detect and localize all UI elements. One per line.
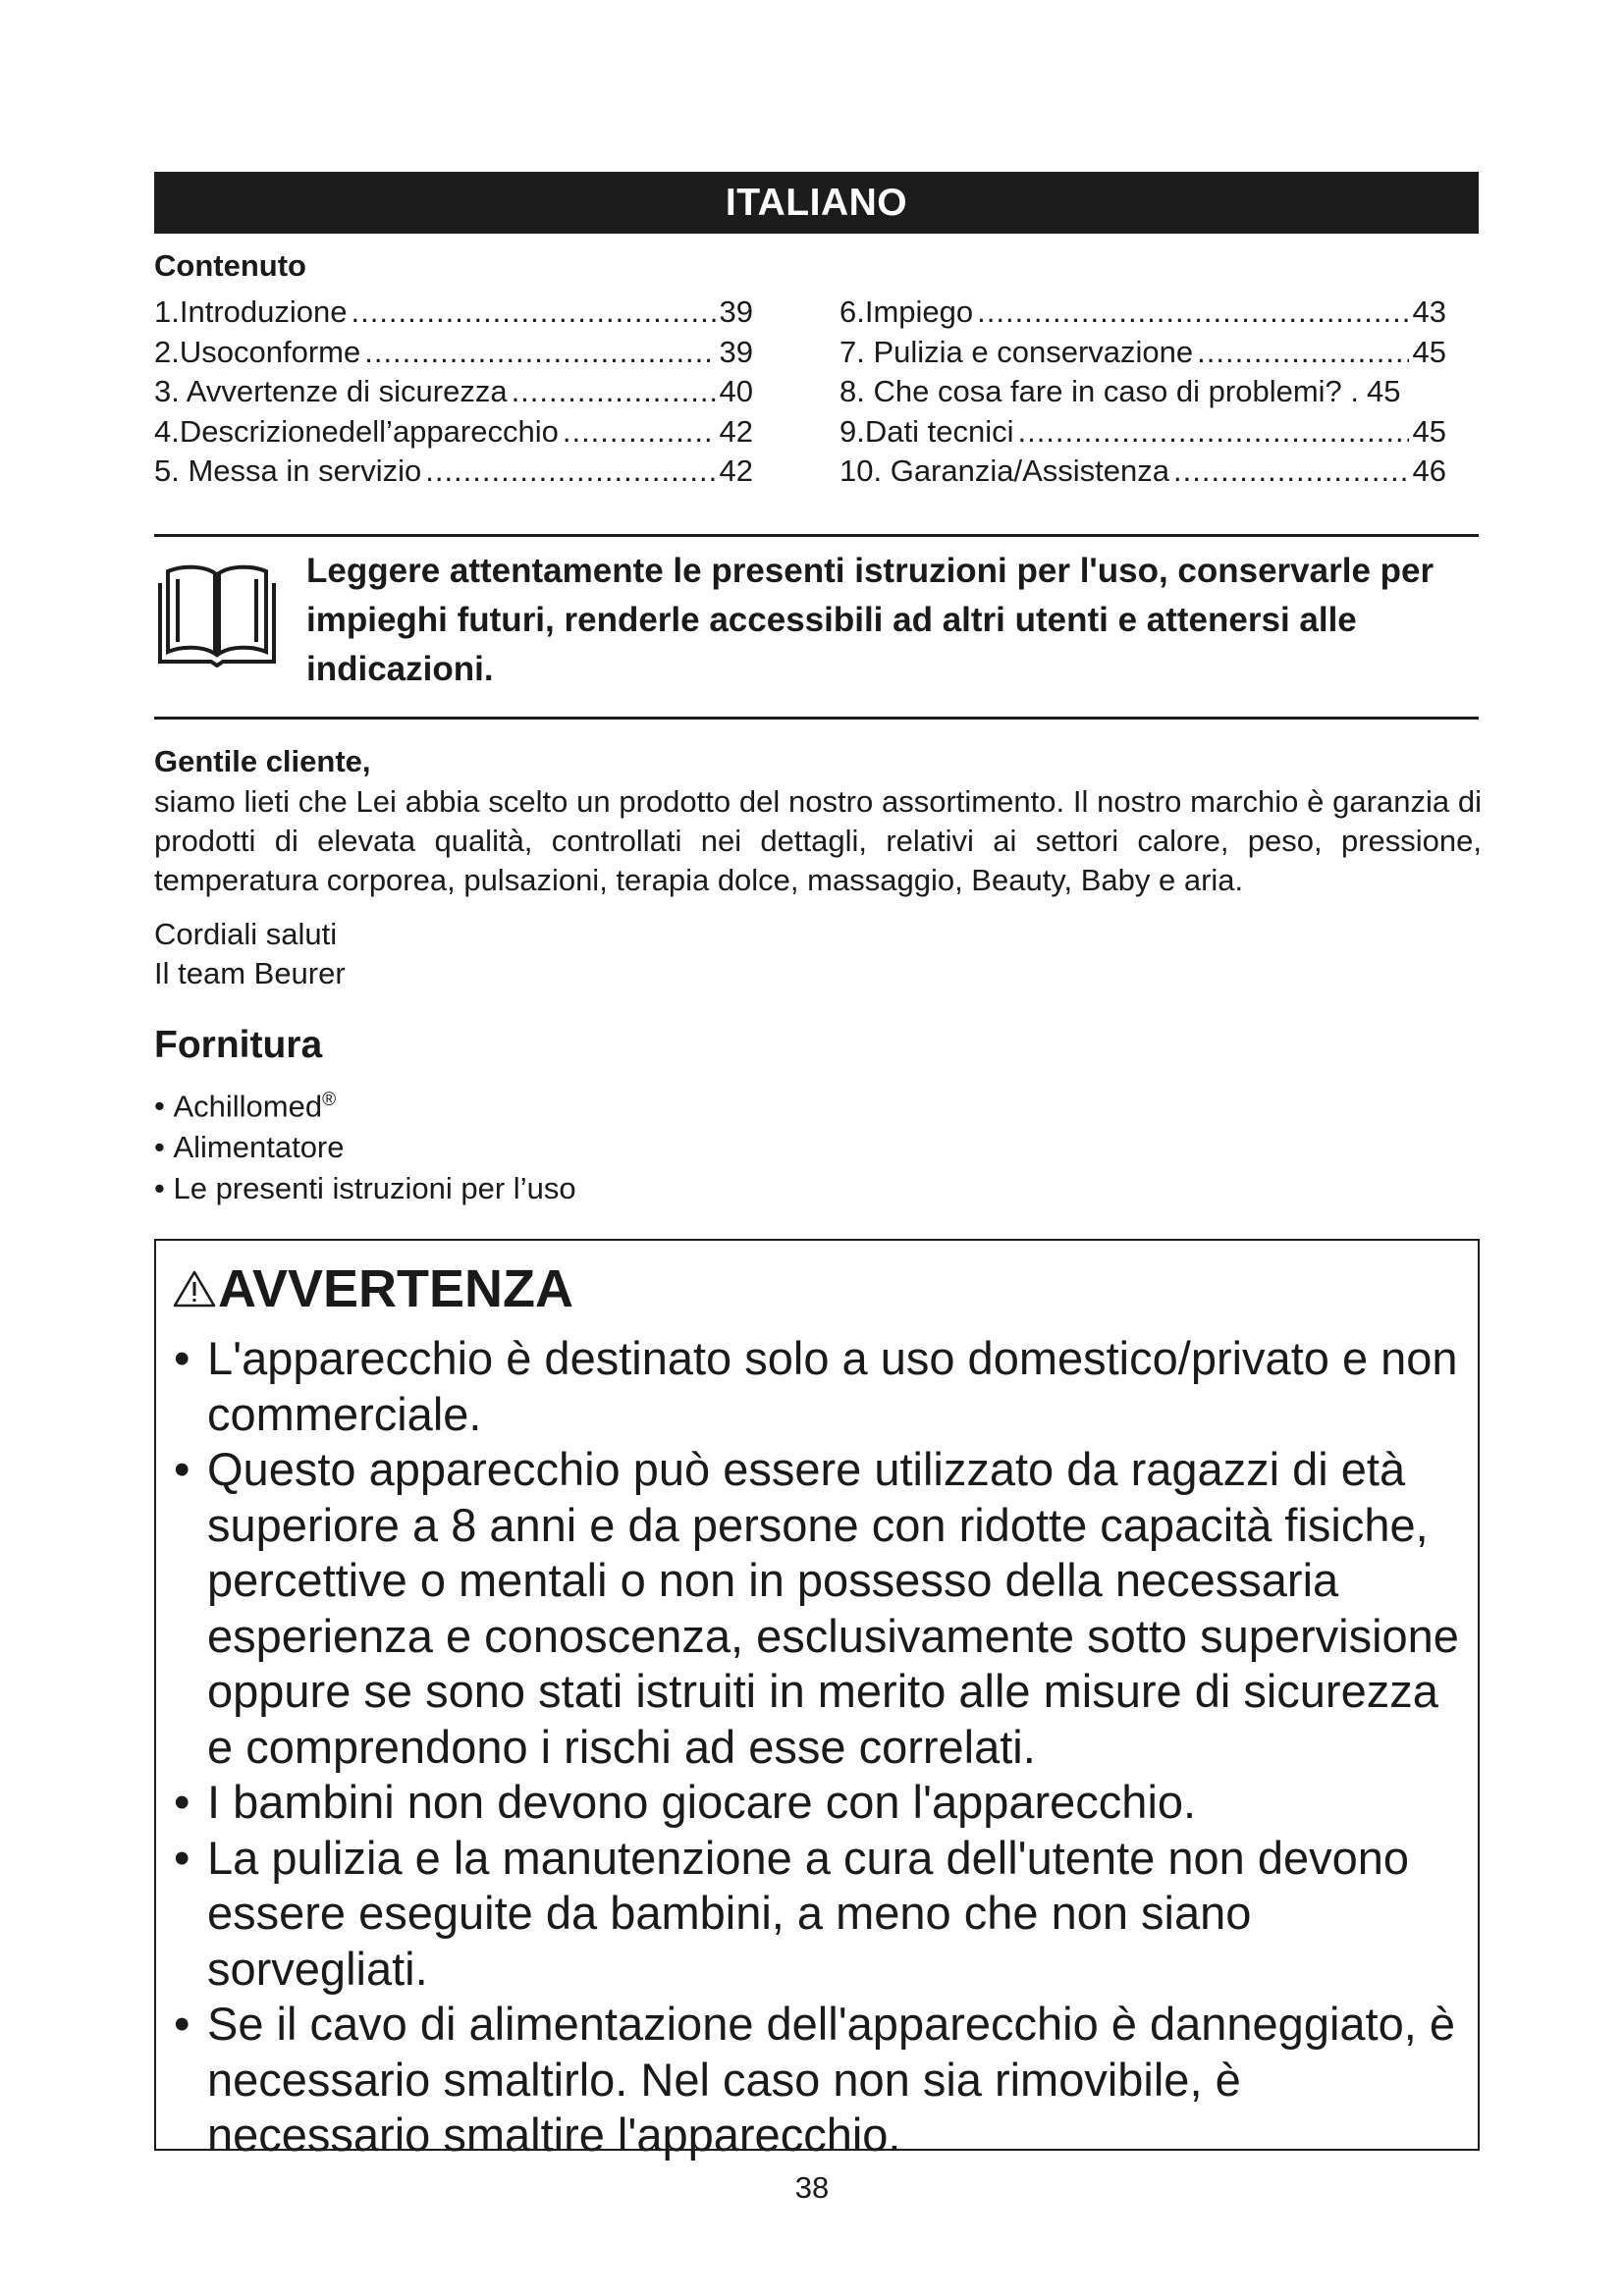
greeting-title: Gentile cliente, [154, 744, 371, 778]
trademark-mark: ® [322, 1090, 337, 1110]
list-item: • La pulizia e la manutenzione a cura dell'utente non devono essere eseguite da bambini, a meno che non siano sorvegliati. [174, 1831, 1475, 1998]
list-item: • Questo apparecchio può essere utilizzato da ragazzi di età superiore a 8 anni e da persone con ridotte capacità fisiche, percettive o mentali o non in possesso della necessaria esperienza e conoscenza, esclusivamente sotto supervisione oppure se sono stati istruiti in merito alle misure di sicurezza e comprendono i rischi ad esse correlati. [174, 1442, 1475, 1775]
toc-entry[interactable]: 10. Garanzia/Assistenza ..... 46 [839, 452, 1446, 492]
divider-bottom [154, 717, 1479, 720]
warning-title: AVVERTENZA [173, 1258, 573, 1319]
warning-box [154, 1239, 1480, 2161]
toc-entry[interactable]: 7. Pulizia e conservazione ..... 45 [839, 333, 1446, 373]
list-item: • Le presenti istruzioni per l’uso [154, 1168, 576, 1209]
divider-top [154, 534, 1479, 537]
toc-entry[interactable]: 6.Impiego ..... 43 [839, 293, 1446, 333]
closing-block [154, 915, 346, 993]
read-instructions-note: Leggere attentamente le presenti istruzioni per l'uso, conservarle per impieghi futuri, renderle accessibili ad altri utenti e attenersi alle indicazioni. [306, 552, 1435, 688]
toc-title: Contenuto [154, 248, 306, 283]
warning-list [174, 1331, 1475, 2163]
list-item: • Achillomed® [154, 1080, 576, 1127]
language-banner: ITALIANO [154, 172, 1479, 234]
closing: Cordiali saluti [154, 917, 338, 951]
list-item: • Se il cavo di alimentazione dell'apparecchio è danneggiato, è necessario smaltirlo. Nel caso non sia rimovibile, è necessario smaltire l'apparecchio. [174, 1997, 1475, 2163]
toc-entry[interactable]: 4.Descrizionedell’apparecchio ..... 42 [154, 412, 753, 453]
toc-column-left [154, 293, 753, 492]
greeting-body: siamo lieti che Lei abbia scelto un prodotto del nostro assortimento. Il nostro marchio è garanzia di prodotti di elevata qualità, controllati nei dettagli, relativi ai settori calore, peso, pressione, temperatura corporea, pulsazioni, terapia dolce, massaggio, Beauty, Baby e aria. [154, 784, 1482, 897]
toc-entry[interactable]: 1.Introduzione ..... 39 [154, 293, 753, 333]
toc-entry[interactable]: 9.Dati tecnici ..... 45 [839, 412, 1446, 453]
fornitura-title: Fornitura [154, 1024, 323, 1066]
page-number: 38 [794, 2170, 830, 2205]
list-item: • L'apparecchio è destinato solo a uso domestico/privato e non commerciale. [174, 1331, 1475, 1442]
warning-triangle-icon [173, 1269, 216, 1308]
signature: Il team Beurer [154, 956, 346, 990]
toc-entry[interactable]: 5. Messa in servizio ..... 42 [154, 452, 753, 492]
book-icon [154, 561, 280, 667]
list-item: • I bambini non devono giocare con l'apparecchio. [174, 1775, 1475, 1831]
toc-entry[interactable]: 8. Che cosa fare in caso di problemi? . 45 [839, 374, 1401, 408]
toc-entry[interactable]: 2.Usoconforme ..... 39 [154, 333, 753, 373]
fornitura-list [154, 1080, 576, 1209]
list-item: • Alimentatore [154, 1127, 576, 1168]
toc-column-right [839, 293, 1446, 492]
toc-entry[interactable]: 3. Avvertenze di sicurezza ..... 40 [154, 372, 753, 412]
